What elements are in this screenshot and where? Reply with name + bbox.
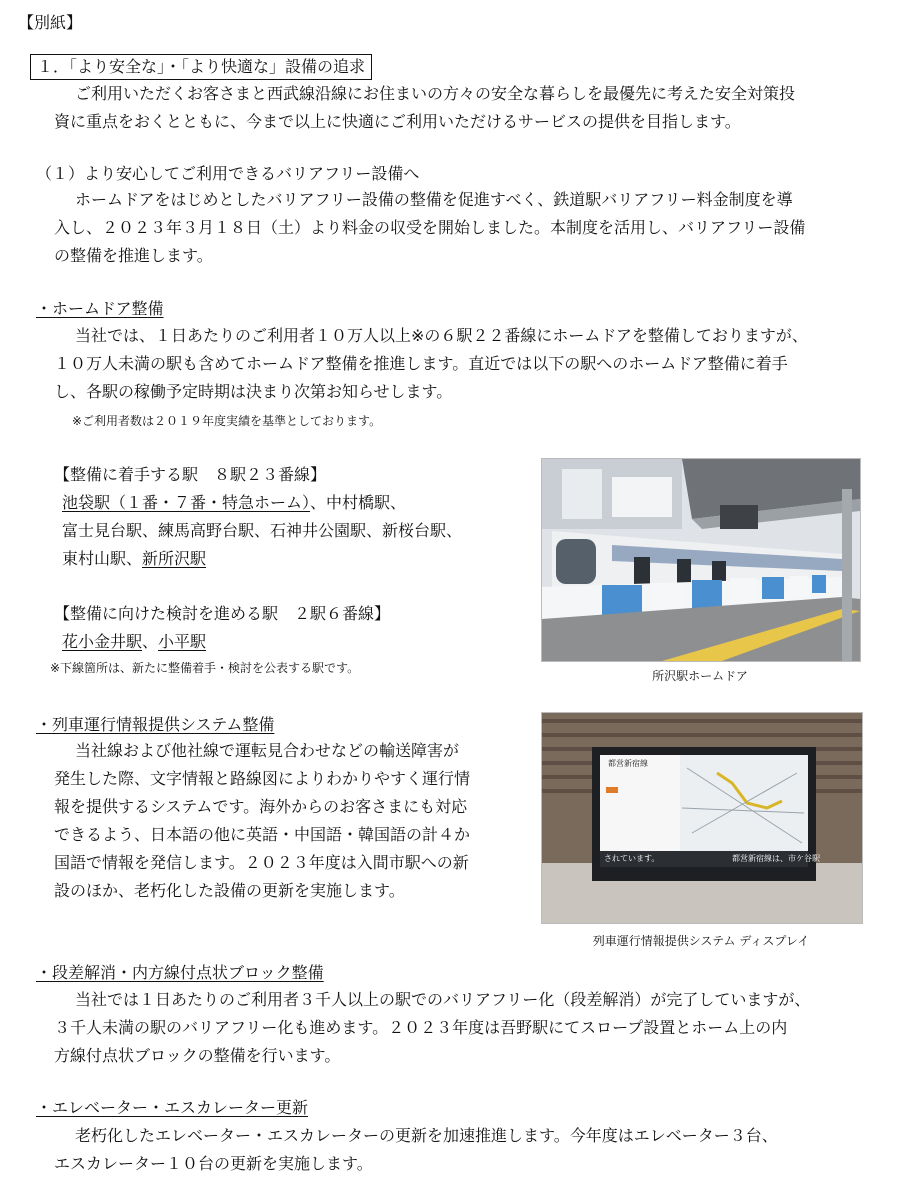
home-door-note: ※ご利用者数は２０１９年度実績を基準としております。: [72, 414, 382, 428]
home-door-illustration: [542, 459, 860, 661]
screen-title: 都営新宿線: [608, 759, 648, 768]
station-underlined: 小平駅: [158, 632, 207, 651]
screen-message-right: 都営新宿線は、市ケ谷駅: [732, 854, 820, 863]
display-illustration: [542, 713, 862, 923]
display-photo: [541, 712, 863, 924]
elevator-body-line-2: エスカレーター１０台の更新を実施します。: [54, 1154, 373, 1173]
group1-line-1: [62, 490, 406, 516]
group1-line-2: 富士見台駅、練馬高野台駅、石神井公園駅、新桜台駅、: [62, 521, 463, 540]
home-door-photo: [541, 458, 861, 662]
elevator-body-line-1: 老朽化したエレベーター・エスカレーターの更新を加速推進します。今年度はエレベーター３台、: [75, 1126, 778, 1145]
group2-line: [62, 629, 206, 655]
home-door-body-line-2: １０万人未満の駅も含めてホームドア整備を推進します。直近では以下の駅へのホームドア整備に着手: [54, 354, 788, 373]
step-free-body-line-1: 当社では１日あたりのご利用者３千人以上の駅でのバリアフリー化（段差解消）が完了していますが、: [75, 990, 811, 1009]
step-free-body-line-2: ３千人未満の駅のバリアフリー化も進めます。２０２３年度は吾野駅にてスロープ設置とホーム上の内: [54, 1018, 788, 1037]
station-underlined: 花小金井駅: [62, 632, 143, 651]
home-door-photo-caption: 所沢駅ホームドア: [652, 669, 748, 683]
home-door-body-line-1: 当社では、１日あたりのご利用者１０万人以上※の６駅２２番線にホームドアを整備しておりますが、: [75, 326, 808, 345]
subsection-body-line-2: 入し、２０２３年３月１８日（土）より料金の収受を開始しました。本制度を活用し、バリアフリー設備: [54, 218, 806, 237]
step-free-body-line-3: 方線付点状ブロックの整備を行います。: [54, 1046, 341, 1065]
train-info-body-line-5: 国語で情報を発信します。２０２３年度は入間市駅への新: [54, 853, 469, 872]
home-door-body-line-3: し、各駅の稼働予定時期は決まり次第お知らせします。: [54, 382, 453, 401]
train-info-body-line-6: 設のほか、老朽化した設備の更新を実施します。: [54, 881, 405, 900]
section-title: １．「より安全な」・「より快適な」設備の追求: [30, 54, 372, 80]
document-label: 【別紙】: [18, 13, 83, 32]
station-text: 、中村橋駅、: [310, 493, 407, 512]
group1-line-3: [62, 546, 206, 572]
elevator-heading: ・エレベーター・エスカレーター更新: [36, 1098, 309, 1117]
subsection-body-line-3: の整備を推進します。: [54, 246, 213, 265]
train-info-body-line-4: できるよう、日本語の他に英語・中国語・韓国語の計４か: [54, 825, 471, 844]
station-text: 東村山駅、: [62, 549, 143, 568]
group2-title: 【整備に向けた検討を進める駅 ２駅６番線】: [54, 604, 391, 623]
train-info-body-line-1: 当社線および他社線で運転見合わせなどの輸送障害が: [75, 741, 460, 760]
screen-message-left: されています。: [604, 854, 660, 863]
section-body-line-2: 資に重点をおくとともに、今まで以上に快適にご利用いただけるサービスの提供を目指します。: [54, 112, 741, 131]
subsection-title: （１）より安心してご利用できるバリアフリー設備へ: [36, 164, 420, 183]
step-free-heading: ・段差解消・内方線付点状ブロック整備: [36, 963, 324, 982]
train-info-heading: ・列車運行情報提供システム整備: [36, 715, 275, 734]
station-underlined: 新所沢駅: [142, 549, 207, 568]
subsection-body-line-1: ホームドアをはじめとしたバリアフリー設備の整備を促進すべく、鉄道駅バリアフリー料金制度を導: [75, 190, 793, 209]
station-separator: 、: [142, 632, 159, 651]
home-door-heading: ・ホームドア整備: [36, 299, 164, 318]
underline-footnote: ※下線箇所は、新たに整備着手・検討を公表する駅です。: [50, 661, 360, 675]
section-body-line-1: ご利用いただくお客さまと西武線沿線にお住まいの方々の安全な暮らしを最優先に考えた安全対策投: [75, 84, 796, 103]
train-info-body-line-2: 発生した際、文字情報と路線図によりわかりやすく運行情: [54, 769, 471, 788]
station-underlined: 池袋駅（１番・７番・特急ホーム）: [62, 493, 311, 512]
display-photo-caption: 列車運行情報提供システム ディスプレイ: [592, 934, 810, 948]
group1-title: 【整備に着手する駅 ８駅２３番線】: [54, 465, 327, 484]
train-info-body-line-3: 報を提供するシステムです。海外からのお客さまにも対応: [54, 797, 468, 816]
